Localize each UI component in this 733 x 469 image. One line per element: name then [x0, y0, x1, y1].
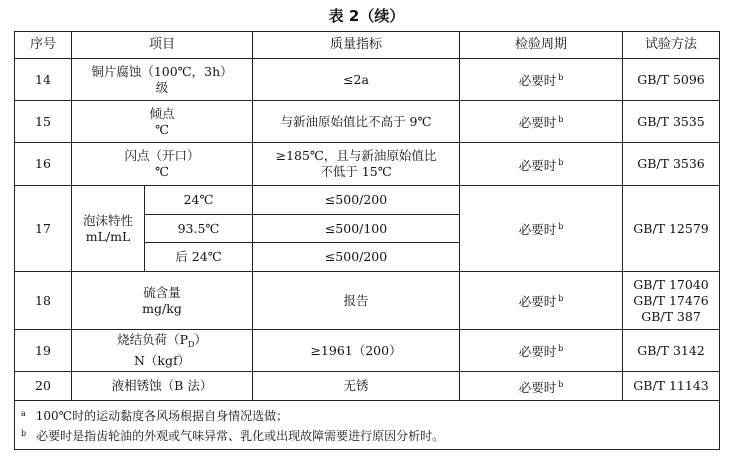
- table-row: [15, 59, 720, 101]
- item-unit: 级: [155, 79, 169, 95]
- quality-standards-table: [14, 31, 720, 450]
- header-method: 试验方法: [623, 32, 720, 59]
- quality-cell: ≥1961（200）: [253, 330, 460, 372]
- item-cell: [72, 101, 253, 143]
- header-period: 检验周期: [460, 32, 623, 59]
- item-name: 闪点（开口）: [124, 148, 200, 163]
- item-unit: N（kgf）: [133, 353, 191, 368]
- period-cell: 必要时 $^b$: [460, 186, 623, 272]
- item-unit: mg/kg: [142, 300, 182, 316]
- method-cell: GB/T 12579: [623, 186, 720, 272]
- table-row: [15, 101, 720, 143]
- footnote-mark: b: [558, 115, 564, 124]
- item-name: 倾点: [149, 105, 175, 121]
- footnote-mark: b: [558, 344, 564, 353]
- method-cell: GB/T 3535: [623, 101, 720, 143]
- table-row: [15, 186, 720, 215]
- method-cell: GB/T 3142: [623, 330, 720, 372]
- item-cell: [72, 186, 145, 272]
- subitem-temp: 后 24℃: [145, 243, 253, 272]
- period-cell: 必要时 $^b$: [460, 372, 623, 401]
- footnote-mark: b: [558, 222, 564, 231]
- method-cell: GB/T 5096: [623, 59, 720, 101]
- quality-cell: ≤2a: [253, 59, 460, 101]
- notes-row: [15, 401, 720, 450]
- quality-cell: 报告: [253, 272, 460, 330]
- item-cell: [72, 59, 253, 101]
- item-unit: ℃: [155, 121, 169, 137]
- header-quality: 质量指标: [253, 32, 460, 59]
- table-notes: [15, 401, 720, 450]
- row-no: 16: [15, 143, 72, 186]
- quality-cell: ≤500/200: [253, 243, 460, 272]
- period-cell: 必要时 $^b$: [460, 59, 623, 101]
- item-name: 铜片腐蚀（100℃，3h）: [91, 63, 233, 79]
- table-row: [15, 143, 720, 186]
- item-name: 烧结负荷$(P_D)$: [117, 332, 207, 349]
- subitem-temp: 24℃: [145, 186, 253, 215]
- period-cell: 必要时 $^b$: [460, 272, 623, 330]
- footnote-mark: b: [558, 379, 564, 389]
- item-cell: [72, 143, 253, 186]
- row-no: 20: [15, 372, 72, 401]
- footnote-mark: b: [558, 73, 564, 82]
- quality-cell: ≤500/200: [253, 186, 460, 215]
- row-no: 17: [15, 186, 72, 272]
- period-cell: 必要时 $^b$: [460, 143, 623, 186]
- item-unit: ℃: [155, 164, 169, 179]
- note-b: $^b$ 必要时是指齿轮油的外观或气味异常、乳化或出现故障需要进行原因分析时。: [21, 429, 445, 443]
- footnote-mark: b: [558, 157, 564, 167]
- table-title: 表 2（续）: [328, 7, 405, 25]
- row-no: 19: [15, 330, 72, 372]
- item-name: 泡沫特性: [82, 212, 133, 228]
- quality-cell: ≤500/100: [253, 215, 460, 243]
- method-cell: GB/T 3536: [623, 143, 720, 186]
- method-cell: GB/T 11143: [623, 372, 720, 401]
- quality-cell: ≥185℃，且与新油原始值比 不低于 15℃: [253, 143, 460, 186]
- header-row: [15, 32, 720, 59]
- table-row: [15, 272, 720, 330]
- item-cell: [72, 330, 253, 372]
- row-no: 14: [15, 59, 72, 101]
- header-item: 项目: [72, 32, 253, 59]
- row-no: 15: [15, 101, 72, 143]
- footnote-mark: b: [558, 294, 564, 303]
- quality-cell: 无锈: [253, 372, 460, 401]
- table-row: [15, 372, 720, 401]
- row-no: 18: [15, 272, 72, 330]
- item-cell: 液相锈蚀（B 法）: [72, 372, 253, 401]
- subitem-temp: 93.5℃: [145, 215, 253, 243]
- quality-cell: 与新油原始值比不高于 9℃: [253, 101, 460, 143]
- note-a: $^a$ 100℃时的运动黏度各风场根据自身情况选做；: [21, 409, 289, 423]
- period-cell: 必要时 $^b$: [460, 330, 623, 372]
- period-cell: 必要时 $^b$: [460, 101, 623, 143]
- item-cell: [72, 272, 253, 330]
- item-name: 硫含量: [143, 284, 181, 300]
- table-row: [15, 330, 720, 372]
- method-cell: GB/T 17040 GB/T 17476 GB/T 387: [623, 272, 720, 330]
- item-unit: mL/mL: [85, 228, 131, 244]
- header-no: 序号: [15, 32, 72, 59]
